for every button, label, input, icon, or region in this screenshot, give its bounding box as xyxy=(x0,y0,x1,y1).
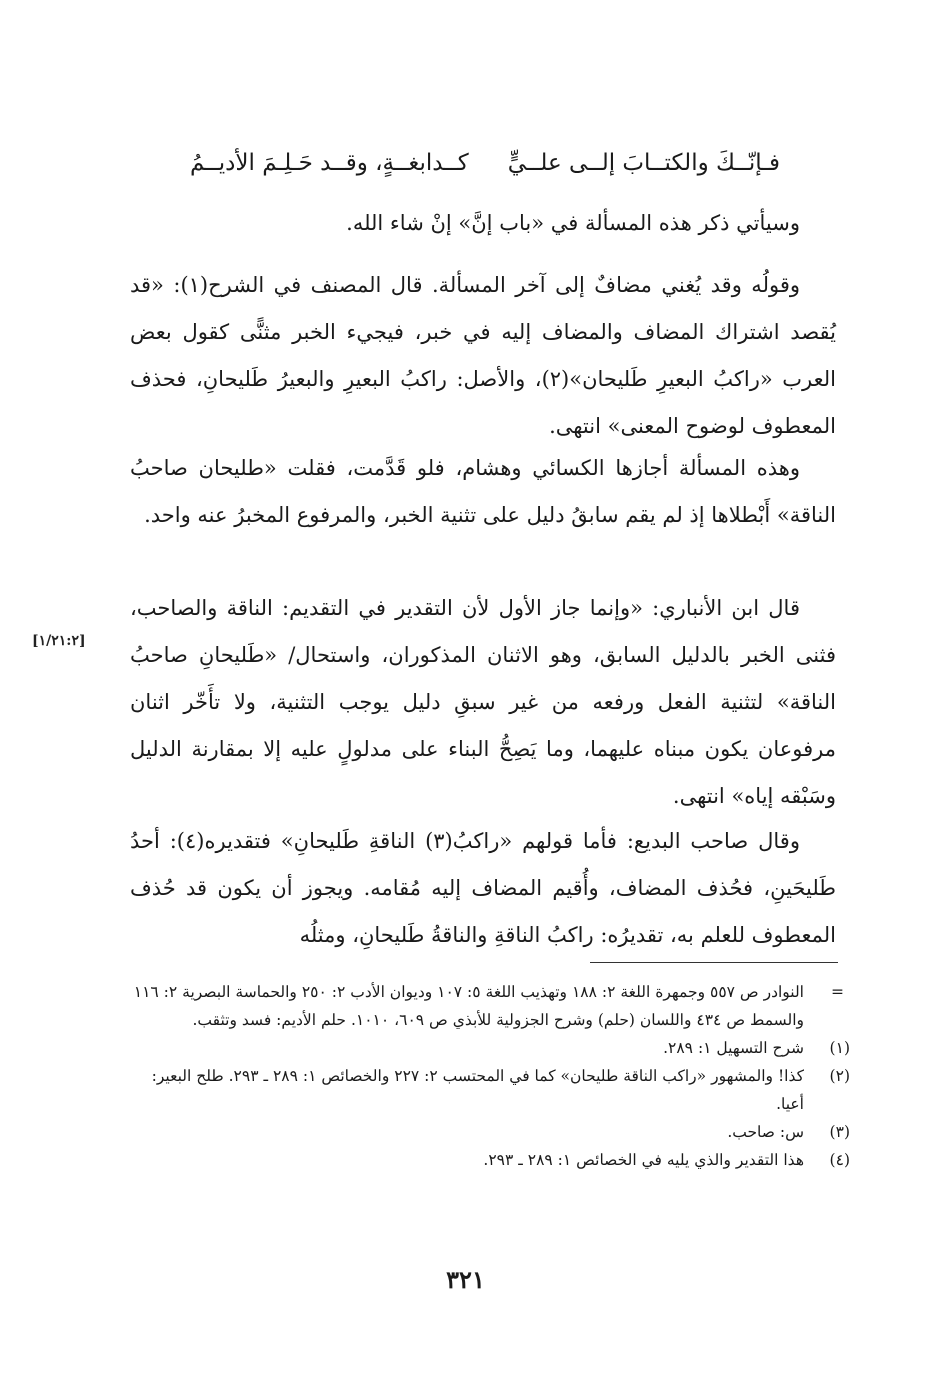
paragraph-text: قال ابن الأنباري: «وإنما جاز الأول لأن التقدير في التقديم: الناقة والصاحب، فثنى الخبر بالدليل السابق، وهو الاثنان المذكوران، واستحال/ «طَليحانِ صاحبُ الناقة» لتثنية الفعل ورفعه من غير سبقِ دليل يوجب التثنية، ولا تأَخّر اثنان مرفوعان يكون مبناه عليهما، وما يَصِحُّ البناء على مدلولٍ عليه إلا بمقارنة الدليل وسَبْقه إياه» انتهى. xyxy=(130,596,836,808)
paragraph-text: وسيأتي ذكر هذه المسألة في «باب إنَّ» إنْ شاء الله. xyxy=(346,211,800,235)
paragraph xyxy=(130,445,836,539)
footnote-mark: (٤) xyxy=(829,1151,850,1169)
paragraph-text: وقال صاحب البديع: فأما قولهم «راكبُ(٣) الناقةِ طَليحانِ» فتقديره(٤): أحدُ طَليحَينِ، فحُذف المضاف، وأُقيم المضاف إليه مُقامه. ويجوز أن يكون قد حُذف المعطوف للعلم به، تقديرُه: راكبُ الناقةِ والناقةُ طَليحانِ، ومثلُه xyxy=(130,829,836,947)
paragraph xyxy=(130,818,836,959)
paragraph xyxy=(130,585,836,820)
marginal-reference: [١/٢١:٢] xyxy=(32,633,86,649)
footnote-text: هذا التقدير والذي يليه في الخصائص ١: ٢٨٩ ـ ٢٩٣. xyxy=(483,1151,804,1169)
footnote-divider xyxy=(590,962,838,963)
footnote-mark: (١) xyxy=(829,1039,850,1057)
footnote-mark: = xyxy=(831,983,844,1001)
footnote-text: س: صاحب. xyxy=(727,1123,804,1141)
footnote-item xyxy=(130,1034,850,1062)
footnote-item xyxy=(130,1146,850,1174)
footnote-text: شرح التسهيل ١: ٢٨٩. xyxy=(663,1039,804,1057)
poem-hemistich-2: كــدابغــةٍ، وقــد حَـلِـمَ الأديــمُ xyxy=(190,150,469,176)
footnote-item xyxy=(130,1062,850,1118)
poem-hemistich-1: فـإنّــكَ والكتــابَ إلــى علــيٍّ xyxy=(507,150,780,176)
paragraph xyxy=(130,200,836,247)
footnote-text: النوادر ص ٥٥٧ وجمهرة اللغة ٢: ١٨٨ وتهذيب اللغة ٥: ١٠٧ وديوان الأدب ٢: ٢٥٠ والحماسة البصرية ٢: ١١٦ والسمط ص ٤٣٤ واللسان (حلم) وشرح الجزولية للأبذي ص ٦٠٩، ١٠١٠. حلم الأديم: فسد وتثقب. xyxy=(133,983,804,1029)
footnote-item xyxy=(130,1118,850,1146)
footnote-item xyxy=(130,978,850,1034)
footnote-mark: (٢) xyxy=(829,1067,850,1085)
page-number: ٣٢١ xyxy=(446,1265,485,1294)
poem-verse xyxy=(190,138,780,188)
paragraph-text: وهذه المسألة أجازها الكسائي وهشام، فلو قَدَّمت، فقلت «طليحان صاحبُ الناقة» أَبْطلاها إذ لم يقم سابقُ دليل على تثنية الخبر، والمرفوع المخبرُ عنه واحد. xyxy=(130,456,836,527)
paragraph-text: وقولُه وقد يُغني مضافٌ إلى آخر المسألة. قال المصنف في الشرح(١): «قد يُقصد اشتراك المضاف والمضاف إليه في خبر، فيجيء الخبر مثنًّى كقول بعض العرب «راكبُ البعيرِ طَليحان»(٢)، والأصل: راكبُ البعيرِ والبعيرُ طَليحانِ، فحذف المعطوف لوضوح المعنى» انتهى. xyxy=(130,273,837,438)
footnote-text: كذا! والمشهور «راكب الناقة طليحان» كما في المحتسب ٢: ٢٢٧ والخصائص ١: ٢٨٩ ـ ٢٩٣. طلح البعير: أعيا. xyxy=(151,1067,804,1113)
footnotes xyxy=(130,978,850,1174)
paragraph xyxy=(130,262,836,450)
footnote-mark: (٣) xyxy=(829,1123,850,1141)
